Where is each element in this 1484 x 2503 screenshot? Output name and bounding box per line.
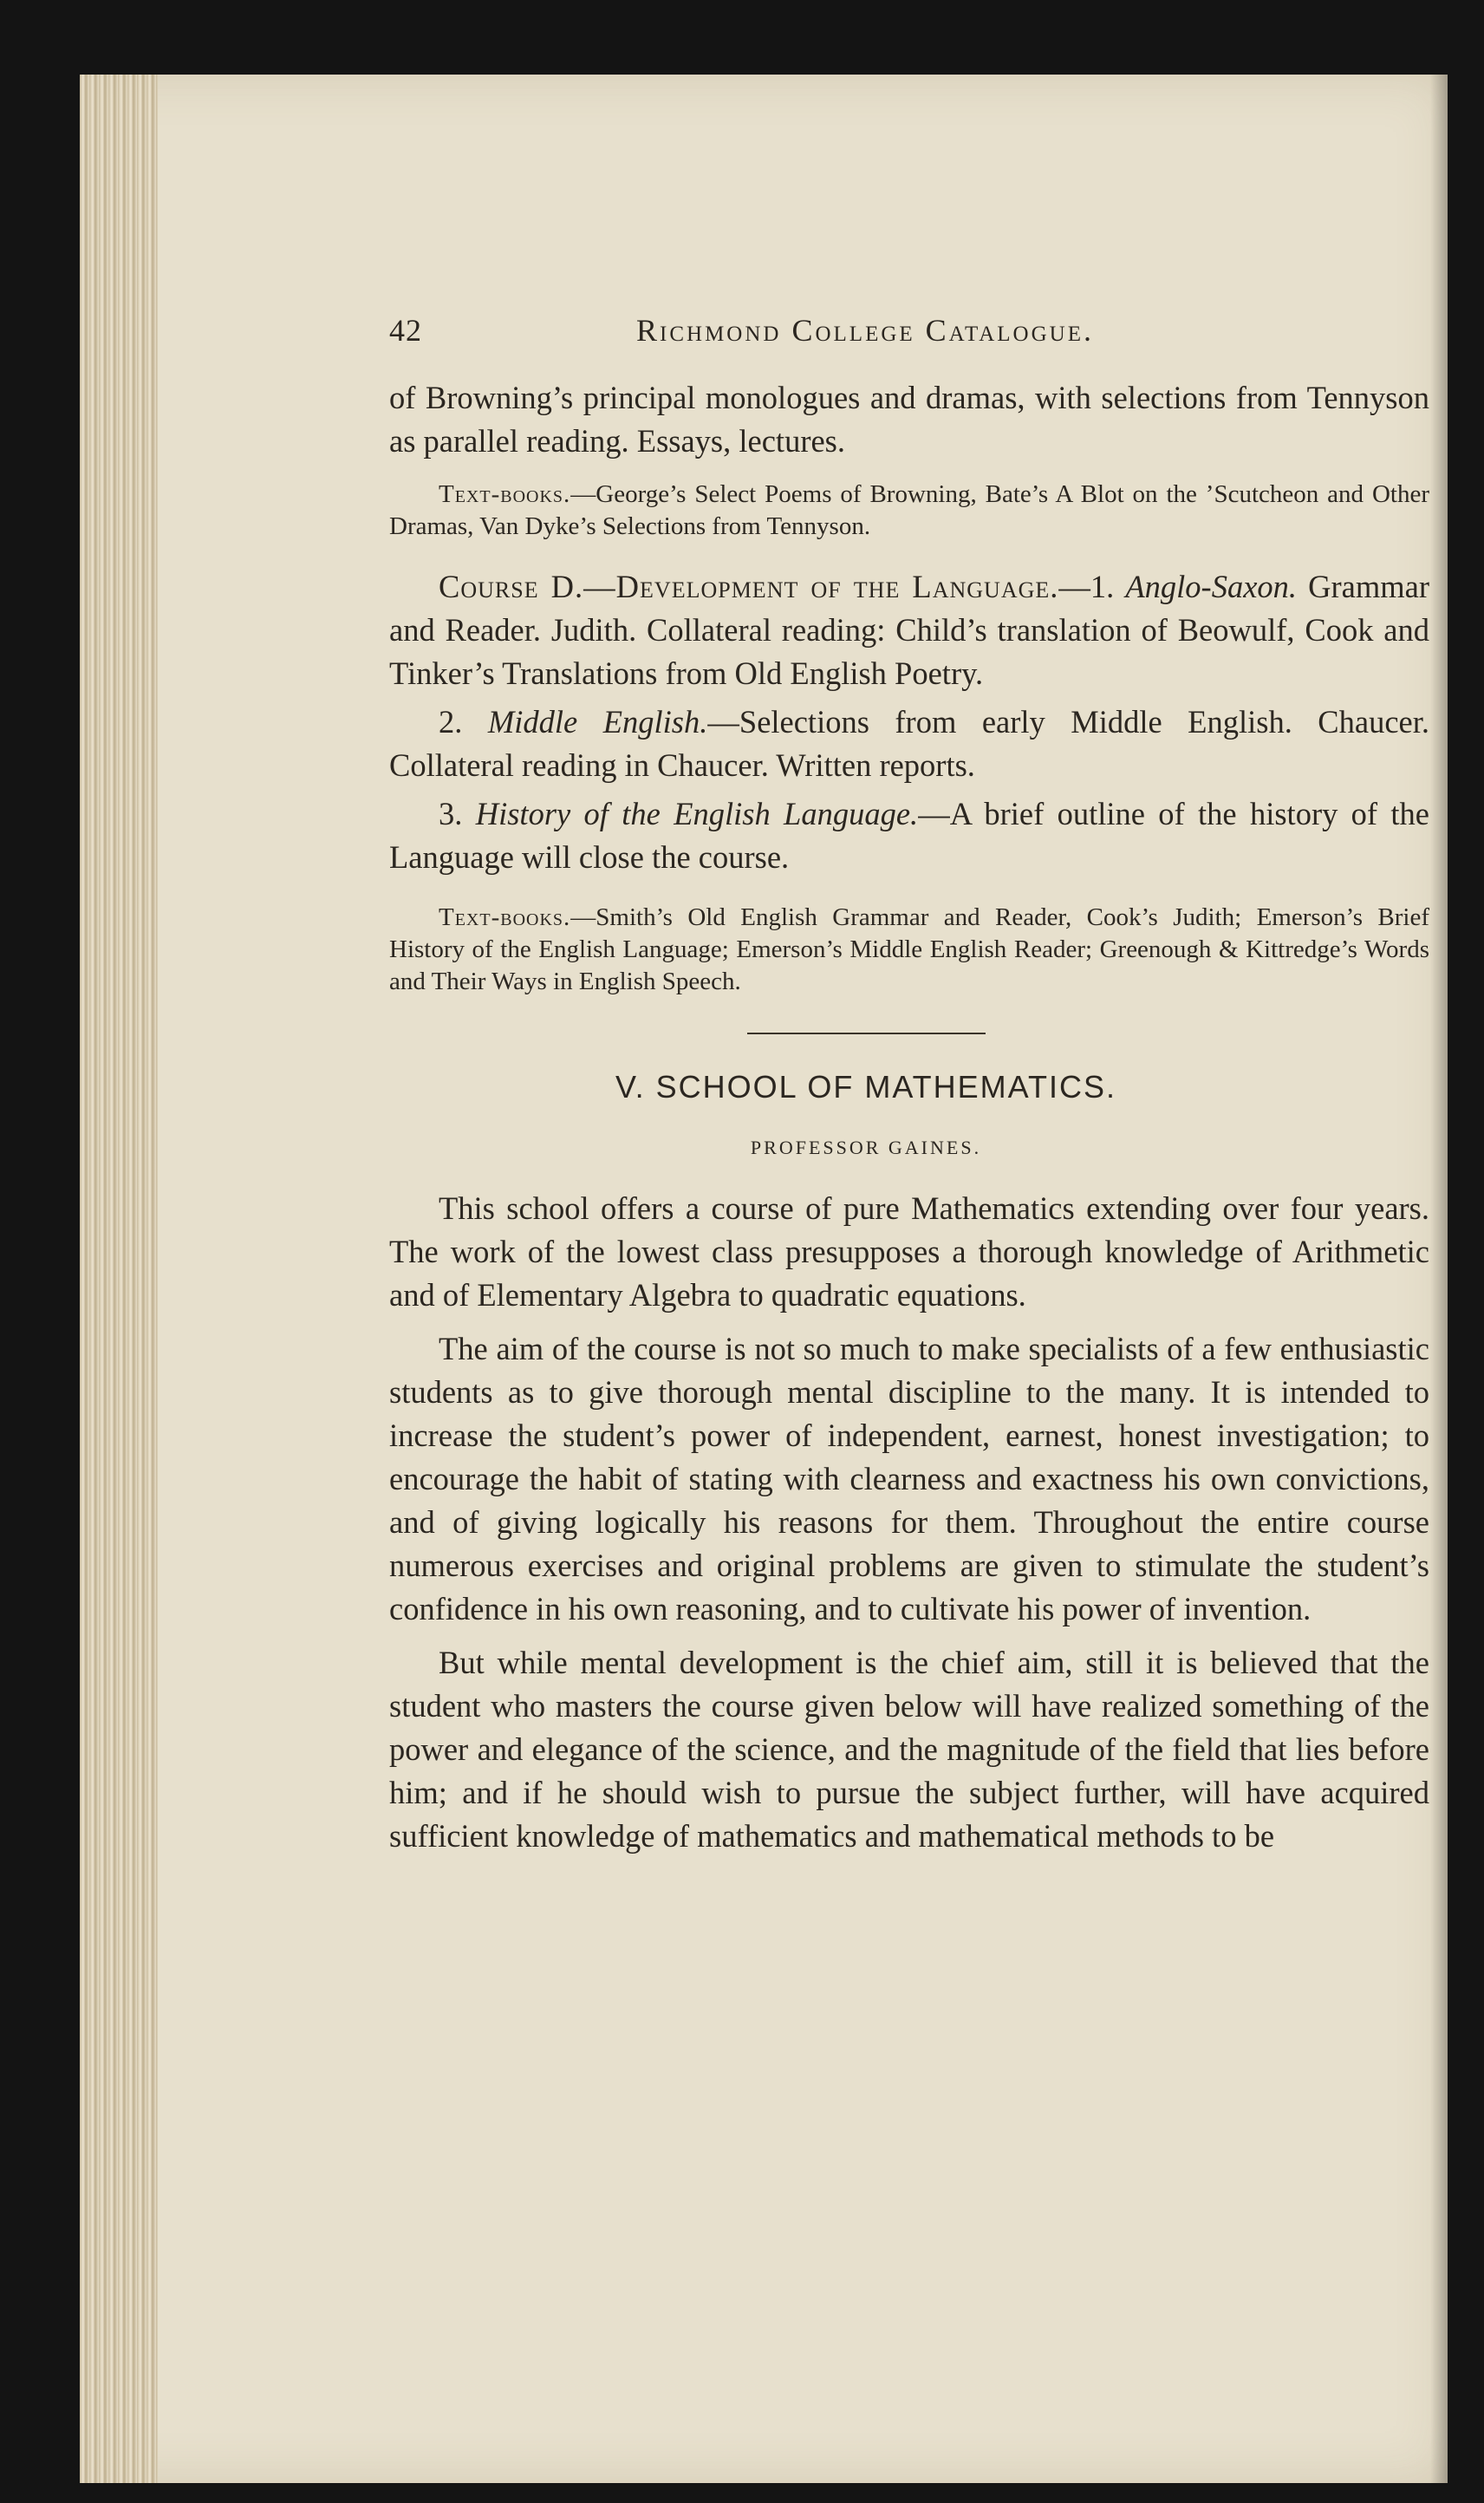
running-title: Richmond College Catalogue. (636, 313, 1094, 348)
textbooks-english-1 (389, 479, 1429, 543)
course-d-title: —Development of the Language. (583, 569, 1059, 604)
math-paragraph-1: This school offers a course of pure Mathematics extending over four years. The work of the lowest class presupposes a thorough knowledge of Arithmetic and of Elementary Algebra to quadratic equations. (389, 1190, 1429, 1313)
page-number: 42 (389, 313, 422, 348)
page-shadow (1430, 75, 1448, 2483)
course-d-text: Grammar and Reader. Judith. Collateral reading: Child’s translation of Beowulf, Cook and Tinker’s Translations from Old English Poetry. (389, 569, 1429, 691)
section-heading: V. SCHOOL OF MATHEMATICS. (615, 1069, 1117, 1105)
math-paragraph-3: But while mental development is the chief aim, still it is believed that the student who masters the course given below will have realized something of the power and elegance of the science, and the magnitude of the field that lies before him; and if he should wish to pursue the subject further, will have acquired sufficient knowledge of mathematics and mathematical methods to be (389, 1645, 1429, 1854)
professor-name: PROFESSOR GAINES. (750, 1137, 982, 1158)
item-2-text: —Selections from early Middle English. Chaucer. Collateral reading in Chaucer. Written reports. (389, 704, 1430, 783)
section-divider (747, 1033, 986, 1034)
course-d-subject: Anglo-Saxon. (1125, 569, 1298, 604)
item-3-text: —A brief outline of the history of the Language will close the course. (389, 796, 1430, 875)
textbooks-english-2 (389, 902, 1429, 998)
textbooks-text: —Smith’s Old English Grammar and Reader, Cook’s Judith; Emerson’s Brief History of the English Language; Emerson’s Middle English Reader; Greenough & Kittredge’s Words and Their Ways in English Speech. (389, 903, 1429, 995)
item-3-paragraph (389, 792, 1429, 879)
item-2-subject: Middle English. (487, 704, 708, 740)
page-edges (80, 75, 158, 2483)
course-d-paragraph (389, 565, 1429, 695)
math-paragraph-2: The aim of the course is not so much to make specialists of a few enthusiastic students as to give thorough mental discipline to the many. It is intended to increase the student’s power of independent, earnest, honest investigation; to encourage the habit of stating with clearness and exactness his own convictions, and of giving logically his reasons for them. Throughout the entire course numerous exercises and original problems are given to stimulate the student’s confidence in his own reasoning, and to cultivate his power of invention. (389, 1331, 1429, 1626)
running-head (389, 312, 1429, 364)
item-2-paragraph (389, 701, 1429, 787)
item-3-num: 3. (439, 796, 463, 831)
item-3-subject: History of the English Language. (475, 796, 919, 831)
textbooks-text: —George’s Select Poems of Browning, Bate’s A Blot on the ’Scutcheon and Other Dramas, Van Dyke’s Selections from Tennyson. (389, 480, 1429, 540)
page-content (389, 312, 1429, 1858)
course-d-num: —1. (1058, 569, 1115, 604)
item-2-num: 2. (439, 704, 463, 740)
textbooks-label: Text-books. (439, 480, 571, 508)
paragraph-browning: of Browning’s principal monologues and dramas, with selections from Tennyson as parallel reading. Essays, lectures. (389, 380, 1429, 459)
course-d-label: Course D. (439, 569, 584, 604)
textbooks-label: Text-books. (439, 903, 571, 931)
